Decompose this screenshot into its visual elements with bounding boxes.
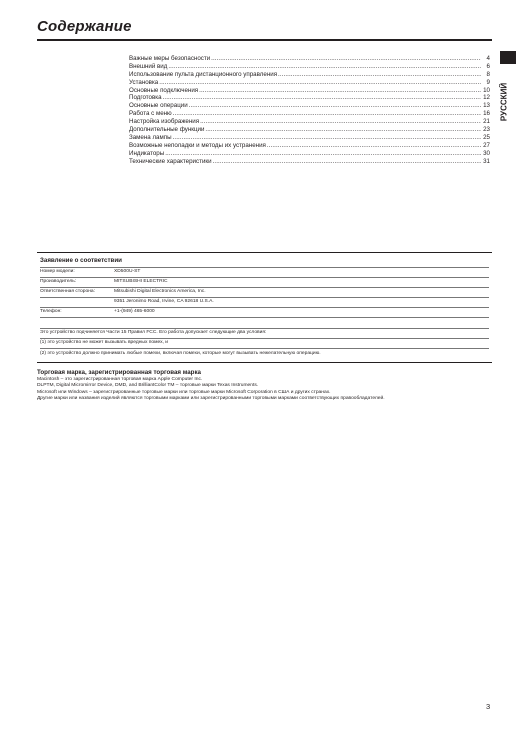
toc-item[interactable] bbox=[129, 55, 490, 63]
phone-row bbox=[40, 309, 155, 314]
toc-item-label: Индикаторы bbox=[129, 149, 165, 157]
fcc-condition-2: (2) это устройство должно принимать любые помехи, включая помехи, которые могут вызывать нежелательную операцию. bbox=[40, 351, 321, 356]
toc-item-page: 21 bbox=[483, 118, 490, 126]
responsible-value: Mitsubishi Digital Electronics America, Inc. bbox=[114, 289, 206, 294]
compliance-divider bbox=[40, 338, 489, 339]
responsible-row bbox=[40, 289, 206, 294]
toc-item-page: 30 bbox=[483, 149, 490, 157]
toc-item[interactable] bbox=[129, 94, 490, 102]
toc-item-page: 23 bbox=[483, 126, 490, 134]
model-label: Номер модели: bbox=[40, 269, 75, 274]
toc-item-page: 6 bbox=[486, 62, 490, 70]
maker-row bbox=[40, 279, 168, 284]
toc-item-label: Внешний вид bbox=[129, 62, 168, 70]
toc-leader bbox=[267, 142, 481, 150]
toc-item-label: Работа с меню bbox=[129, 110, 172, 118]
compliance-divider bbox=[40, 348, 489, 349]
toc-leader bbox=[200, 118, 481, 126]
language-label-text: РУССКИЙ bbox=[499, 82, 509, 122]
toc-item-page: 4 bbox=[486, 55, 490, 62]
toc-leader bbox=[168, 63, 481, 71]
compliance-divider bbox=[40, 277, 489, 278]
toc-item[interactable] bbox=[129, 79, 490, 87]
toc-item-page: 12 bbox=[483, 94, 490, 102]
fcc-condition-1: (1) это устройство не может вызывать вредных помех, и bbox=[40, 340, 168, 345]
toc-item[interactable] bbox=[129, 63, 490, 71]
responsible-label: Ответственная сторона: bbox=[40, 289, 95, 294]
toc-item-label: Настройка изображения bbox=[129, 118, 200, 126]
trademark-line: Microsoft или Windows – зарегистрированные торговые марки или торговые марки Microsoft Corporation в США и других странах. bbox=[37, 389, 331, 395]
toc-item-label: Технические характеристики bbox=[129, 157, 212, 165]
toc-item[interactable] bbox=[129, 142, 490, 150]
address-value: 9351 Jeronimo Road, Irvine, CA 92618 U.S.A. bbox=[114, 299, 214, 304]
toc-item-label: Установка bbox=[129, 78, 159, 86]
toc-leader bbox=[173, 110, 481, 118]
table-of-contents bbox=[129, 55, 490, 165]
toc-item-label: Важные меры безопасности bbox=[129, 55, 211, 62]
toc-leader bbox=[205, 126, 481, 134]
toc-leader bbox=[165, 150, 481, 158]
toc-leader bbox=[159, 79, 481, 87]
address-row bbox=[40, 299, 214, 304]
toc-item-page: 9 bbox=[486, 78, 490, 86]
toc-item-label: Основные операции bbox=[129, 102, 188, 110]
compliance-title: Заявление о соответствии bbox=[40, 257, 122, 264]
compliance-divider bbox=[40, 317, 489, 318]
toc-item-label: Основные подключения bbox=[129, 86, 199, 94]
toc-item-label: Возможные неполадки и методы их устранения bbox=[129, 141, 266, 149]
toc-leader bbox=[278, 71, 481, 79]
trademark-line: Macintosh – это зарегистрированная торговая марка Apple Computer Inc. bbox=[37, 377, 203, 382]
maker-value: MITSUBISHI ELECTRIC bbox=[114, 279, 168, 284]
model-value: XD500U-ST bbox=[114, 269, 141, 274]
toc-item-page: 8 bbox=[486, 70, 490, 78]
compliance-divider bbox=[40, 287, 489, 288]
toc-leader bbox=[211, 55, 481, 63]
toc-leader bbox=[189, 102, 481, 110]
toc-item-label: Подготовка bbox=[129, 94, 162, 102]
toc-item[interactable] bbox=[129, 126, 490, 134]
compliance-divider bbox=[40, 267, 489, 268]
toc-item[interactable] bbox=[129, 158, 490, 166]
toc-item-page: 13 bbox=[483, 102, 490, 110]
fcc-text: Это устройство подчиняется Части 15 Правил FCC. Его работа допускает следующие два условия: bbox=[40, 330, 267, 335]
language-label bbox=[497, 72, 511, 132]
toc-item-page: 25 bbox=[483, 133, 490, 141]
toc-item[interactable] bbox=[129, 118, 490, 126]
maker-label: Производитель: bbox=[40, 279, 77, 284]
trademark-line: Другие марки или названия изделий являются торговыми марками или зарегистрированными торговыми марками соответствующих правообладателей. bbox=[37, 395, 385, 401]
toc-item-page: 10 bbox=[483, 86, 490, 94]
compliance-statement-box bbox=[37, 252, 492, 363]
toc-item[interactable] bbox=[129, 150, 490, 158]
toc-leader bbox=[173, 134, 481, 142]
trademark-line: DLPTM, Digital Micromirror Device, DMD, and BrilliantColor TM – торговые марки Texas Instruments. bbox=[37, 383, 259, 389]
phone-value: +1-(949) 465-6000 bbox=[114, 309, 155, 314]
toc-item-page: 31 bbox=[483, 157, 490, 165]
toc-item[interactable] bbox=[129, 87, 490, 95]
toc-item-label: Замена лампы bbox=[129, 133, 172, 141]
compliance-divider bbox=[40, 307, 489, 308]
phone-label: Телефон: bbox=[40, 309, 62, 314]
toc-item[interactable] bbox=[129, 102, 490, 110]
toc-leader bbox=[163, 94, 481, 102]
title-rule bbox=[37, 39, 492, 41]
toc-leader bbox=[199, 87, 481, 95]
page-number: 3 bbox=[486, 702, 491, 711]
trademark-section bbox=[37, 369, 492, 402]
toc-item[interactable] bbox=[129, 134, 490, 142]
toc-item-label: Дополнительные функции bbox=[129, 126, 205, 134]
compliance-divider bbox=[40, 297, 489, 298]
toc-item-label: Использование пульта дистанционного управления bbox=[129, 70, 278, 78]
toc-leader bbox=[213, 158, 481, 166]
toc-item[interactable] bbox=[129, 110, 490, 118]
toc-item[interactable] bbox=[129, 71, 490, 79]
model-row bbox=[40, 269, 140, 274]
trademark-title: Торговая марка, зарегистрированная торговая марка bbox=[37, 369, 201, 376]
language-tab-marker bbox=[500, 51, 516, 64]
toc-item-page: 27 bbox=[483, 141, 490, 149]
compliance-divider bbox=[40, 328, 489, 329]
toc-item-page: 16 bbox=[483, 110, 490, 118]
page-title: Содержание bbox=[37, 18, 132, 35]
